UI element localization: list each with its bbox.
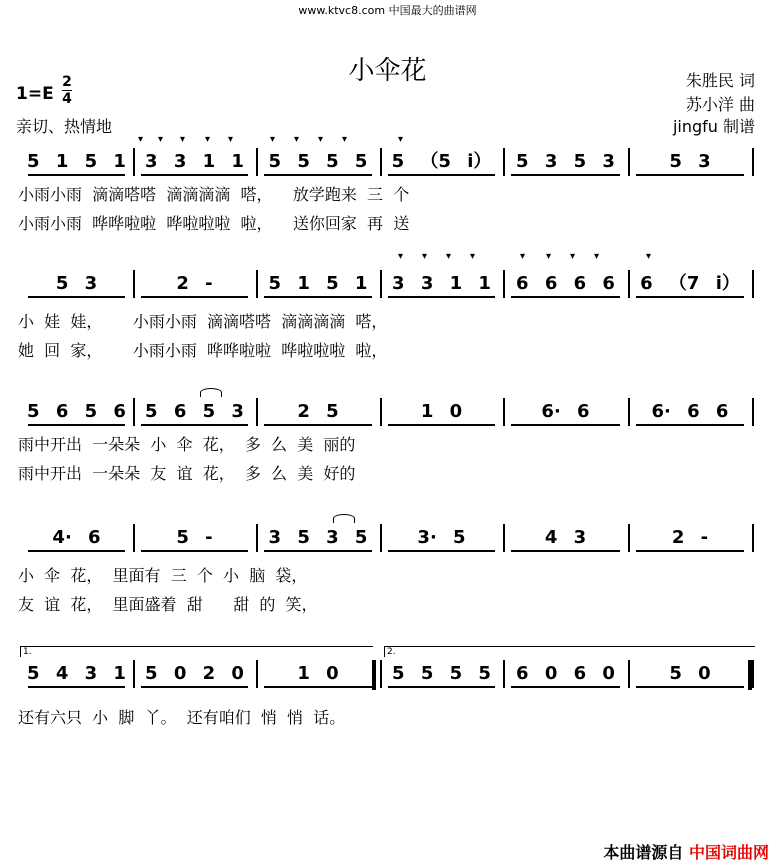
accent-mark: ▾: [158, 134, 164, 145]
accent-mark: ▾: [342, 134, 348, 145]
bar-line: [256, 148, 258, 176]
beam-line: [636, 424, 744, 426]
bar-line: [503, 398, 505, 426]
measure-notes: 5 0: [669, 663, 711, 684]
bar-line: [503, 660, 505, 688]
accent-mark: ▾: [594, 251, 600, 262]
accent-mark: ▾: [446, 251, 452, 262]
tempo-mark: 亲切、热情地: [16, 117, 113, 136]
accent-mark: ▾: [470, 251, 476, 262]
beam-line: [264, 686, 372, 688]
bar-line: [380, 524, 382, 552]
measure-notes: 2 -: [176, 273, 213, 294]
beam-line: [388, 550, 495, 552]
bar-line: [133, 398, 135, 426]
beam-line: [264, 550, 372, 552]
measure-notes: 5 4 3 1: [27, 663, 126, 684]
accent-mark: ▾: [294, 134, 300, 145]
measure-notes: 1 0: [420, 401, 463, 422]
beam-line: [28, 174, 125, 176]
measure-notes: 2 -: [671, 527, 709, 548]
bar-line: [752, 524, 754, 552]
accent-mark: ▾: [520, 251, 526, 262]
beam-line: [388, 424, 495, 426]
beam-line: [141, 686, 248, 688]
measure-notes: 2 5: [297, 401, 339, 422]
accent-mark: ▾: [318, 134, 324, 145]
bar-line: [628, 524, 630, 552]
bar-line: [628, 660, 630, 688]
lyricist-credit: 朱胜民 词: [685, 71, 755, 90]
bar-line: [752, 270, 754, 298]
key-signature: 1=E: [16, 84, 54, 104]
source-footer: [603, 840, 769, 863]
footer-source-label: 本曲谱源自: [603, 843, 684, 862]
measure-notes: 5 6 5 3: [145, 401, 244, 422]
bar-line: [380, 398, 382, 426]
measure-notes: 4 3: [544, 527, 587, 548]
beam-line: [511, 424, 620, 426]
bar-line: [752, 660, 754, 688]
lyric-line: 雨中开出 一朵朵 小 伞 花， 多 么 美 丽的: [18, 435, 356, 454]
beam-line: [511, 550, 620, 552]
beam-line: [636, 174, 744, 176]
measure-notes: 6 （7 i）: [640, 273, 740, 294]
accent-mark: ▾: [646, 251, 652, 262]
bar-line: [133, 148, 135, 176]
site-header: www.ktvc8.com 中国最大的曲谱网: [298, 4, 477, 17]
beam-line: [264, 174, 372, 176]
bar-line: [380, 148, 382, 176]
accent-mark: ▾: [228, 134, 234, 145]
bar-line: [133, 660, 135, 688]
accent-mark: ▾: [180, 134, 186, 145]
measure-notes: 5 3: [669, 151, 711, 172]
measure-notes: 5 1 5 1: [268, 273, 368, 294]
measure-notes: 1 0: [297, 663, 339, 684]
lyric-line: 还有六只 小 脚 丫。 还有咱们 悄 悄 话。: [18, 708, 346, 727]
beam-line: [511, 686, 620, 688]
bar-line: [256, 398, 258, 426]
accent-mark: ▾: [398, 134, 404, 145]
beam-line: [28, 296, 125, 298]
lyric-line: 她 回 家， 小雨小雨 哗哗啦啦 哗啦啦啦 啦，: [18, 341, 388, 360]
beam-line: [388, 174, 495, 176]
bar-line: [503, 524, 505, 552]
accent-mark: ▾: [205, 134, 211, 145]
accent-mark: ▾: [422, 251, 428, 262]
beam-line: [264, 296, 372, 298]
bar-line: [256, 270, 258, 298]
measure-notes: 3 3 1 1: [392, 273, 491, 294]
footer-site-name: 中国词曲网: [688, 843, 769, 862]
beam-line: [388, 686, 495, 688]
beam-line: [636, 296, 744, 298]
final-bar: [748, 660, 752, 690]
measure-notes: 6· 6: [541, 401, 590, 422]
bar-line: [752, 148, 754, 176]
measure-notes: 5 5 5 5: [268, 151, 368, 172]
bar-line: [752, 398, 754, 426]
slur-mark: [200, 388, 222, 397]
bar-line: [256, 524, 258, 552]
accent-mark: ▾: [546, 251, 552, 262]
measure-notes: 6· 6 6: [651, 401, 729, 422]
accent-mark: ▾: [398, 251, 404, 262]
bar-line: [380, 660, 382, 688]
accent-mark: ▾: [570, 251, 576, 262]
beam-line: [141, 296, 248, 298]
bar-line: [133, 524, 135, 552]
measure-notes: 6 0 6 0: [516, 663, 615, 684]
beam-line: [636, 686, 744, 688]
measure-notes: 3 3 1 1: [145, 151, 244, 172]
measure-notes: 3· 5: [417, 527, 466, 548]
song-title: 小伞花: [348, 56, 427, 86]
beam-line: [636, 550, 744, 552]
beam-line: [141, 550, 248, 552]
measure-notes: 4· 6: [52, 527, 101, 548]
bar-line: [628, 270, 630, 298]
measure-notes: 5 3 5 3: [516, 151, 615, 172]
bar-line: [628, 398, 630, 426]
bar-line: [380, 270, 382, 298]
measure-notes: 5 6 5 6: [27, 401, 126, 422]
lyric-line: 小雨小雨 滴滴嗒嗒 滴滴滴滴 嗒， 放学跑来 三 个: [18, 185, 410, 204]
beam-line: [141, 424, 248, 426]
accent-mark: ▾: [138, 134, 144, 145]
bar-line: [133, 270, 135, 298]
composer-credit: 苏小洋 曲: [685, 95, 755, 114]
bar-line: [503, 148, 505, 176]
bar-line: [256, 660, 258, 688]
lyric-line: 雨中开出 一朵朵 友 谊 花， 多 么 美 好的: [18, 464, 356, 483]
measure-notes: 5 3: [55, 273, 98, 294]
measure-notes: 5 5 5 5: [392, 663, 491, 684]
engraver-credit: jingfu 制谱: [672, 117, 755, 136]
time-signature: [62, 75, 72, 106]
beam-line: [388, 296, 495, 298]
lyric-line: 小 娃 娃， 小雨小雨 滴滴嗒嗒 滴滴滴滴 嗒，: [18, 312, 388, 331]
measure-notes: 5 -: [176, 527, 213, 548]
bar-line: [628, 148, 630, 176]
volta-bracket: 1.: [20, 646, 373, 657]
bar-line: [503, 270, 505, 298]
repeat-bar: [372, 660, 376, 690]
beam-line: [511, 296, 620, 298]
measure-notes: 5 （5 i）: [391, 151, 492, 172]
time-sig-top: 2: [62, 74, 72, 90]
beam-line: [28, 550, 125, 552]
beam-line: [264, 424, 372, 426]
accent-mark: ▾: [270, 134, 276, 145]
time-sig-bottom: 4: [62, 91, 72, 107]
beam-line: [511, 174, 620, 176]
measure-notes: 6 6 6 6: [516, 273, 615, 294]
volta-bracket: 2.: [384, 646, 755, 657]
lyric-line: 小雨小雨 哗哗啦啦 哗啦啦啦 啦， 送你回家 再 送: [18, 214, 410, 233]
beam-line: [141, 174, 248, 176]
measure-notes: 5 1 5 1: [27, 151, 126, 172]
slur-mark: [333, 514, 355, 523]
lyric-line: 小 伞 花， 里面有 三 个 小 脑 袋，: [18, 566, 308, 585]
lyric-line: 友 谊 花， 里面盛着 甜 甜 的 笑，: [18, 595, 318, 614]
measure-notes: 3 5 3 5: [268, 527, 368, 548]
beam-line: [28, 424, 125, 426]
measure-notes: 5 0 2 0: [145, 663, 244, 684]
beam-line: [28, 686, 125, 688]
